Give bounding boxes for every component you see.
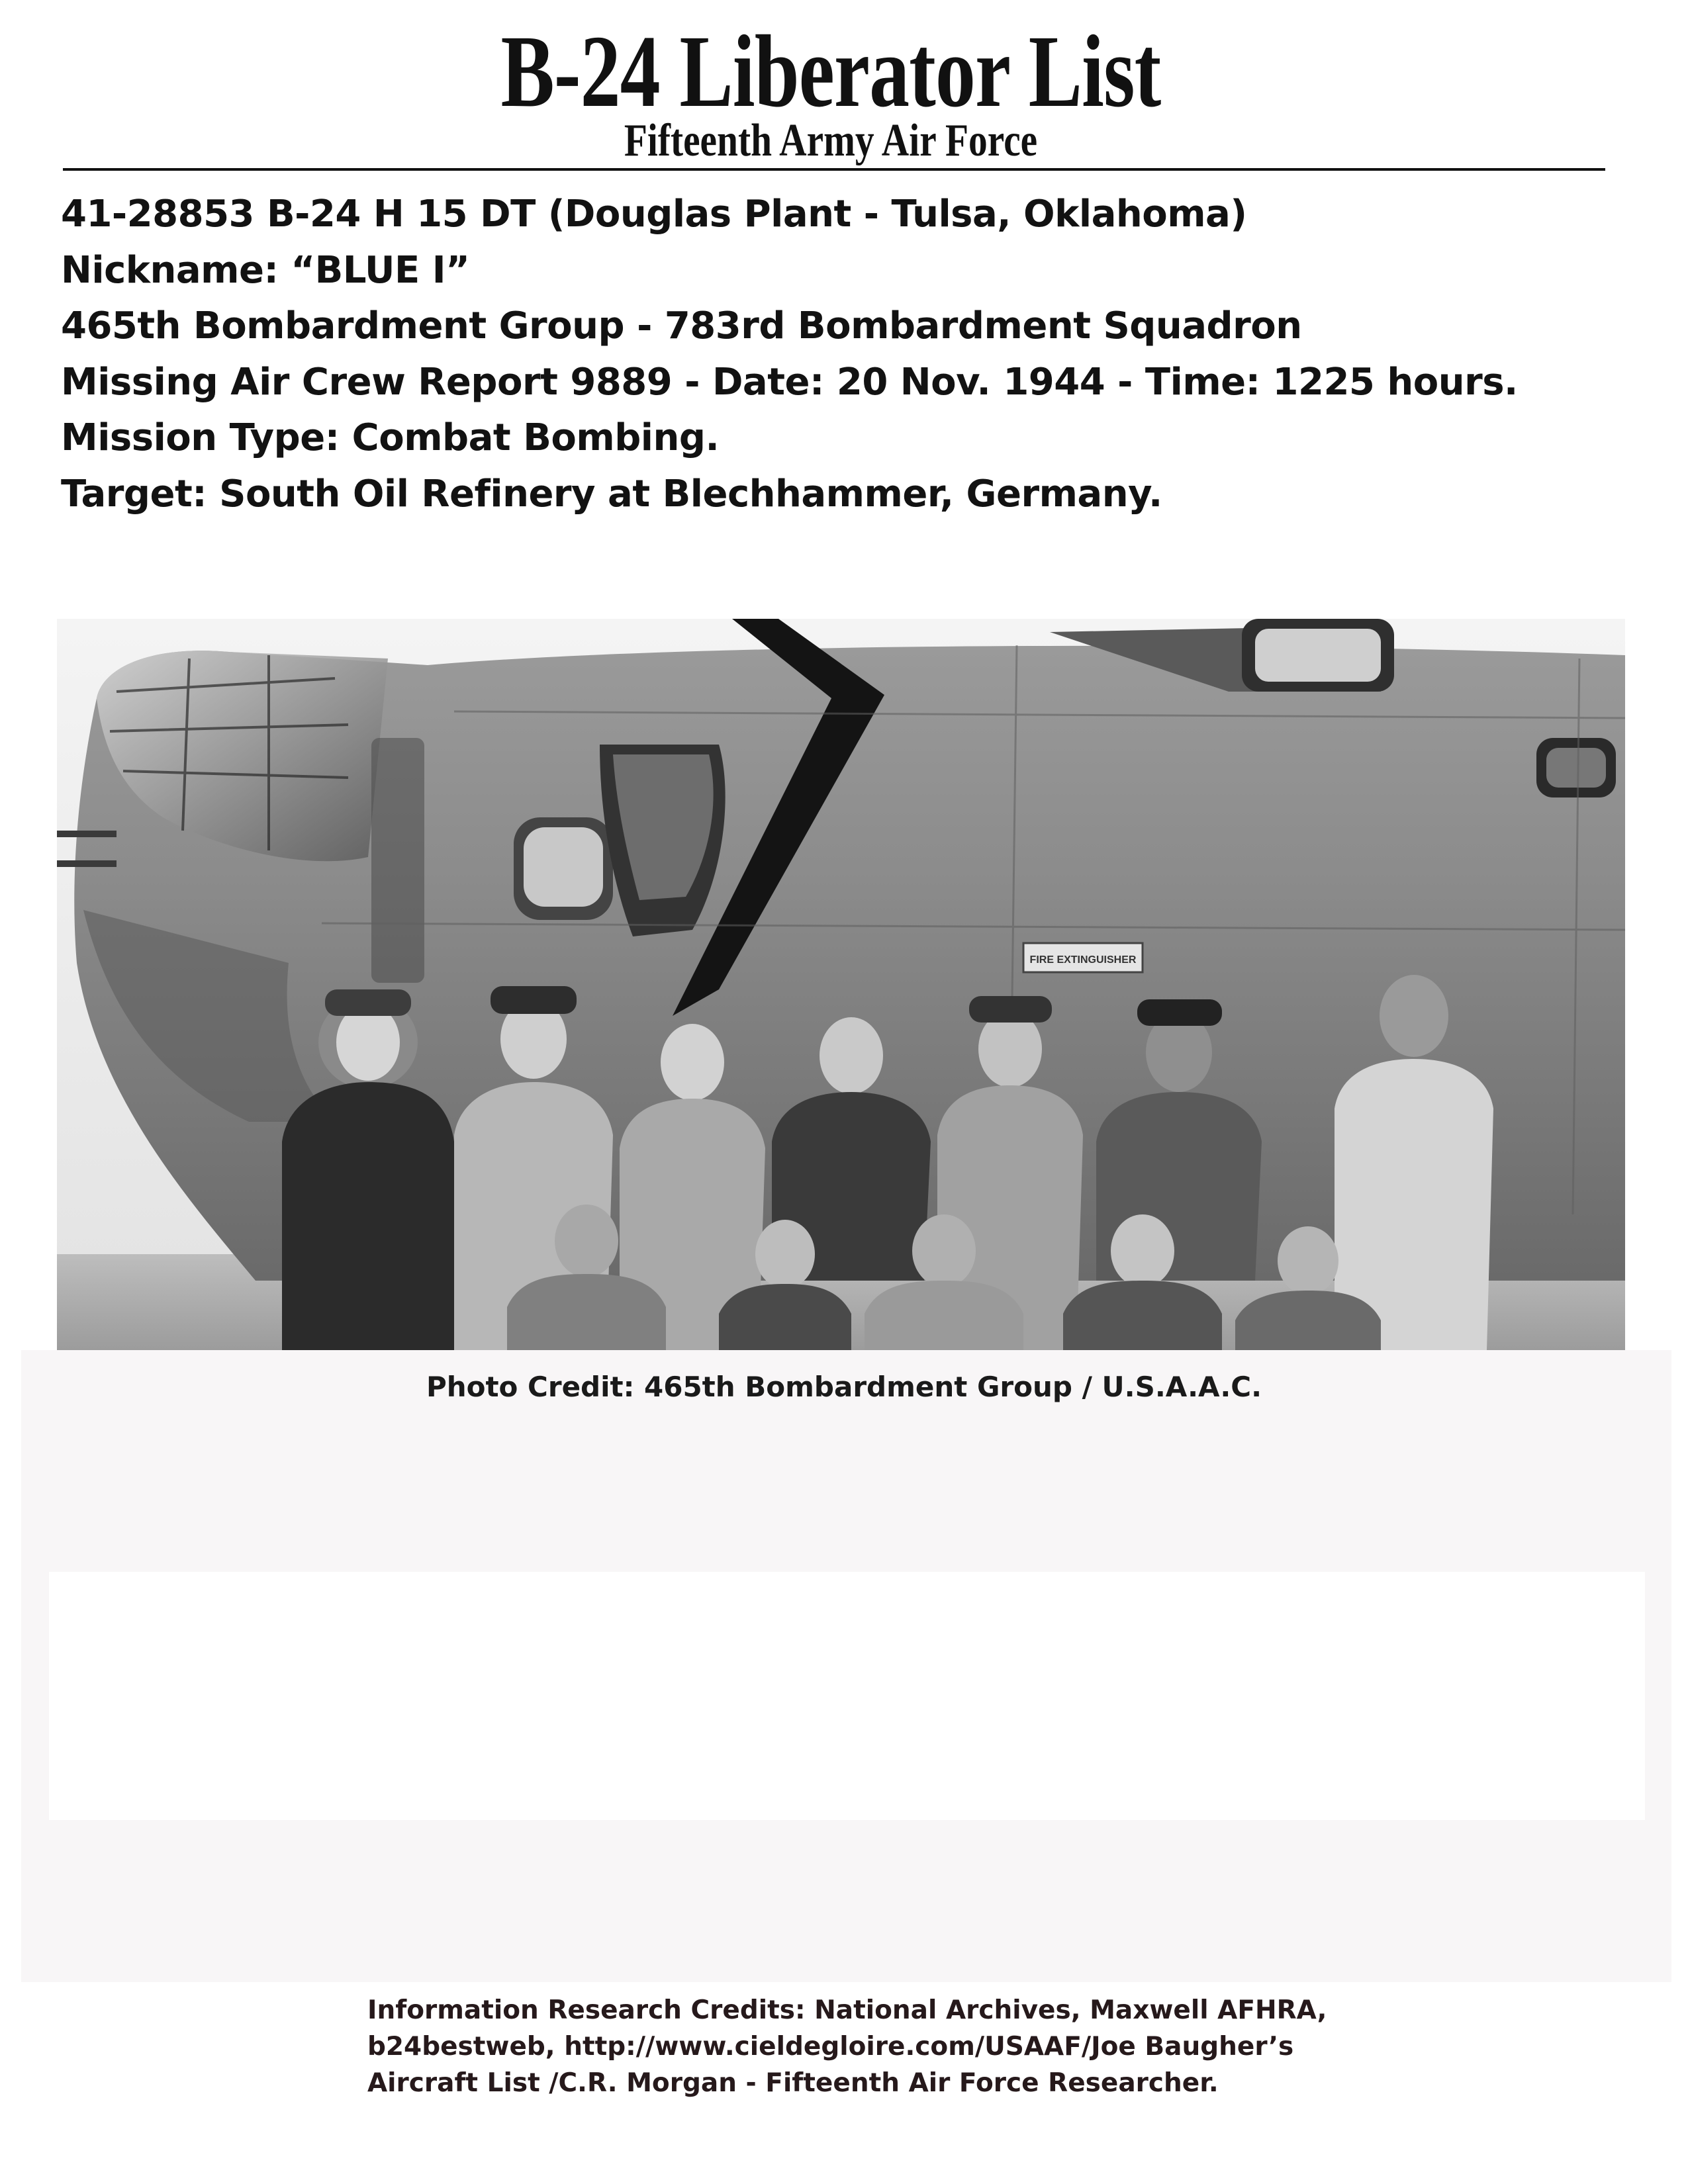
fire-extinguisher-plate: FIRE EXTINGUISHER xyxy=(1029,954,1137,966)
blank-content-area xyxy=(49,1572,1645,1820)
target-line: Target: South Oil Refinery at Blechhammer, Germany. xyxy=(61,472,1162,516)
research-credits-line: Information Research Credits: National Archives, Maxwell AFHRA, xyxy=(367,1995,1327,2025)
aircraft-info xyxy=(61,187,1676,522)
crew-photo xyxy=(57,619,1625,1350)
photo-credit: Photo Credit: 465th Bombardment Group / U.S.A.A.C. xyxy=(426,1371,1262,1403)
page-subtitle: Fifteenth Army Air Force xyxy=(624,115,1038,166)
background-panel-bottom xyxy=(21,1820,1671,1982)
group-line: 465th Bombardment Group - 783rd Bombardment Squadron xyxy=(61,304,1302,347)
nickname-line: Nickname: “BLUE I” xyxy=(61,248,470,292)
mission-type-line: Mission Type: Combat Bombing. xyxy=(61,416,720,459)
serial-line: 41-28853 B-24 H 15 DT (Douglas Plant - Tulsa, Oklahoma) xyxy=(61,193,1247,236)
macr-line: Missing Air Crew Report 9889 - Date: 20 Nov. 1944 - Time: 1225 hours. xyxy=(61,360,1518,404)
research-credits-line: b24bestweb, http://www.cieldegloire.com/USAAF/Joe Baugher’s xyxy=(367,2032,1294,2062)
research-credits-line: Aircraft List /C.R. Morgan - Fifteenth Air Force Researcher. xyxy=(367,2068,1219,2098)
research-credits xyxy=(367,1992,1625,2101)
title-divider xyxy=(63,168,1605,171)
page-title: B-24 Liberator List xyxy=(500,14,1161,128)
